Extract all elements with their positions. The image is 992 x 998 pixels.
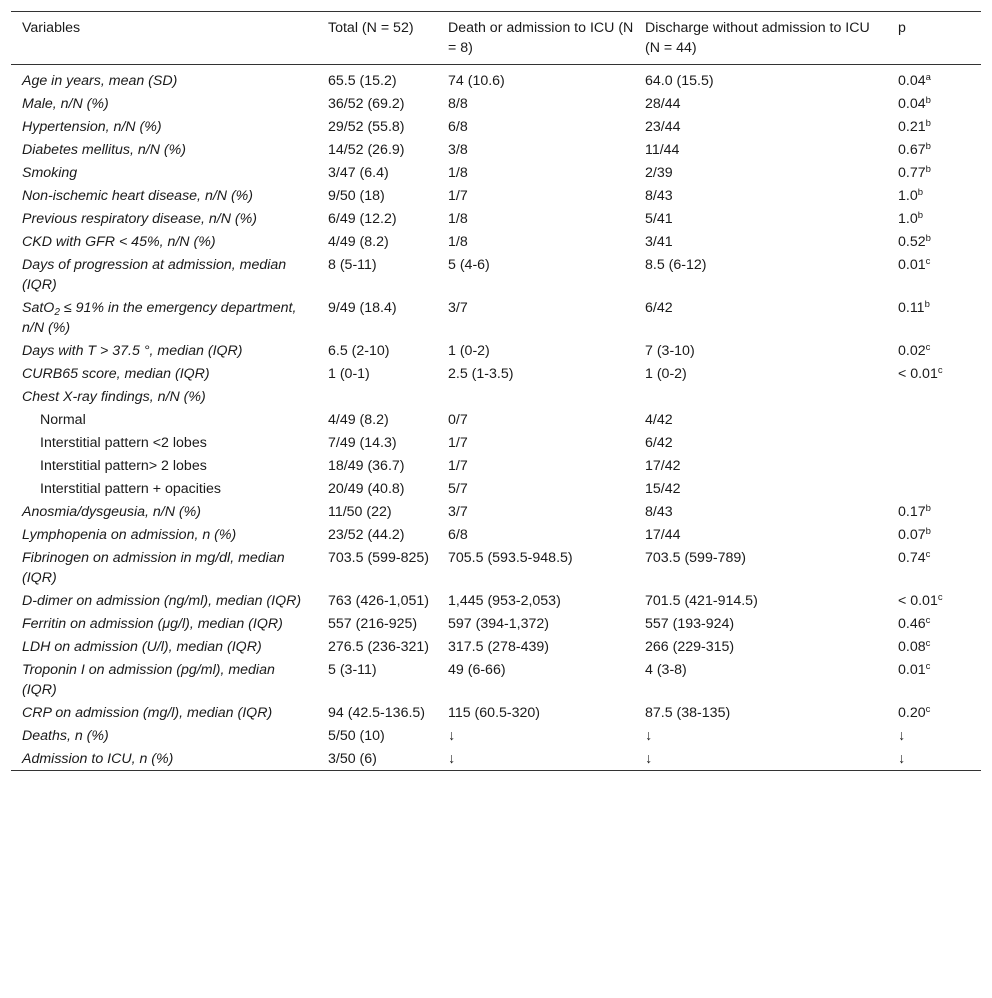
death-icu-cell: 3/7 [448,300,468,316]
table-row [11,612,981,635]
p-value-cell [887,296,981,339]
death-icu-cell: 6/8 [448,119,468,135]
variable-cell: Days of progression at admission, median (IQR) [22,257,287,293]
variable-cell: Previous respiratory disease, n/N (%) [22,211,257,227]
variable-cell: Anosmia/dysgeusia, n/N (%) [22,504,201,520]
p-value-cell [887,115,981,138]
total-cell: 703.5 (599-825) [328,550,429,566]
table-row [11,724,981,747]
p-value: 1.0 [898,188,918,204]
p-value-cell [887,431,981,454]
p-value-cell [887,230,981,253]
death-icu-cell: 1/7 [448,435,468,451]
variable-cell: D-dimer on admission (ng/ml), median (IQR) [22,593,302,609]
discharge-cell: 1 (0-2) [645,366,687,382]
subscript: 2 [54,307,60,318]
variable-text: ≤ 91% in the emergency department, n/N (%) [22,300,297,336]
p-footnote-marker: c [925,256,931,267]
death-icu-cell [437,385,634,408]
header-discharge: Discharge without admission to ICU (N = 44) [645,20,870,56]
discharge-cell: 3/41 [645,234,673,250]
p-value-cell [887,589,981,612]
p-footnote-marker: c [925,661,931,672]
variable-cell: Male, n/N (%) [22,96,109,112]
discharge-cell: 8.5 (6-12) [645,257,707,273]
variable-cell: Fibrinogen on admission in mg/dl, median (IQR) [22,550,285,586]
p-value-cell [887,500,981,523]
total-cell: 11/50 (22) [328,504,392,520]
variable-cell: LDH on admission (U/l), median (IQR) [22,639,262,655]
p-value: 0.20 [898,705,926,721]
table-row [11,339,981,362]
discharge-cell: 15/42 [645,481,681,497]
p-value: ↓ [898,751,906,767]
death-icu-cell: 705.5 (593.5-948.5) [448,550,573,566]
p-value-cell [887,477,981,500]
discharge-cell: ↓ [645,751,653,767]
p-value-cell [887,635,981,658]
p-footnote-marker: c [925,342,931,353]
discharge-cell: 23/44 [645,119,681,135]
total-cell: 6/49 (12.2) [328,211,397,227]
total-cell: 763 (426-1,051) [328,593,429,609]
header-p-value: p [898,20,906,36]
p-value-cell [887,612,981,635]
p-value-cell [887,546,981,589]
discharge-cell: 6/42 [645,435,673,451]
header-total: Total (N = 52) [328,20,414,36]
total-cell: 276.5 (236-321) [328,639,429,655]
p-footnote-marker: a [925,72,931,83]
discharge-cell: 28/44 [645,96,681,112]
table-row [11,161,981,184]
discharge-cell: 557 (193-924) [645,616,735,632]
death-icu-cell: 317.5 (278-439) [448,639,549,655]
variable-cell: Interstitial pattern> 2 lobes [40,458,207,474]
p-value: 0.01 [898,257,926,273]
p-footnote-marker: b [925,233,931,244]
discharge-cell: 64.0 (15.5) [645,73,714,89]
p-footnote-marker: c [925,615,931,626]
death-icu-cell: 1/8 [448,211,468,227]
table-row [11,65,981,93]
discharge-cell: 8/43 [645,188,673,204]
table-row [11,115,981,138]
discharge-cell: 4 (3-8) [645,662,687,678]
p-value: 0.67 [898,142,926,158]
total-cell: 20/49 (40.8) [328,481,405,497]
p-footnote-marker: b [925,526,931,537]
table-row [11,454,981,477]
p-value-cell [887,138,981,161]
variable-cell: CURB65 score, median (IQR) [22,366,210,382]
total-cell: 7/49 (14.3) [328,435,397,451]
table-row [11,362,981,385]
table-row [11,253,981,296]
p-footnote-marker: b [925,118,931,129]
death-icu-cell: ↓ [448,728,456,744]
variable-cell: Lymphopenia on admission, n (%) [22,527,237,543]
total-cell: 9/50 (18) [328,188,385,204]
variable-cell: Diabetes mellitus, n/N (%) [22,142,186,158]
death-icu-cell: 3/8 [448,142,468,158]
variable-cell: Interstitial pattern + opacities [40,481,221,497]
variable-cell: Deaths, n (%) [22,728,109,744]
death-icu-cell: 5 (4-6) [448,257,490,273]
p-footnote-marker: c [937,365,943,376]
variable-cell: Ferritin on admission (μg/l), median (IQR) [22,616,283,632]
total-cell: 65.5 (15.2) [328,73,397,89]
results-table [11,11,981,771]
p-value: 0.11 [898,300,925,316]
death-icu-cell: 597 (394-1,372) [448,616,549,632]
p-value-cell [887,747,981,771]
total-cell: 8 (5-11) [328,257,377,273]
p-value-cell [887,339,981,362]
variable-cell: Non-ischemic heart disease, n/N (%) [22,188,254,204]
variable-cell: CRP on admission (mg/l), median (IQR) [22,705,273,721]
p-value-cell [887,161,981,184]
p-footnote-marker: c [937,592,943,603]
variable-cell [11,296,317,339]
variable-cell: Troponin I on admission (pg/ml), median (IQR) [22,662,275,698]
p-value-cell [887,523,981,546]
death-icu-cell: 1/7 [448,458,468,474]
death-icu-cell: ↓ [448,751,456,767]
p-value: 0.17 [898,504,926,520]
variable-cell: Smoking [22,165,78,181]
discharge-cell: 17/44 [645,527,681,543]
p-value: < 0.01 [898,366,938,382]
total-cell: 9/49 (18.4) [328,300,397,316]
total-cell: 3/47 (6.4) [328,165,389,181]
death-icu-cell: 3/7 [448,504,468,520]
total-cell: 1 (0-1) [328,366,370,382]
death-icu-cell: 49 (6-66) [448,662,506,678]
total-cell: 18/49 (36.7) [328,458,405,474]
table-row [11,230,981,253]
discharge-cell: 2/39 [645,165,673,181]
total-cell: 29/52 (55.8) [328,119,405,135]
death-icu-cell: 1,445 (953-2,053) [448,593,561,609]
table-row [11,635,981,658]
table-row [11,500,981,523]
p-footnote-marker: b [925,164,931,175]
discharge-cell: 266 (229-315) [645,639,735,655]
p-value: 0.02 [898,343,926,359]
header-row [11,12,981,65]
p-value-cell [887,701,981,724]
header-variables: Variables [22,20,81,36]
variable-cell: Days with T > 37.5 °, median (IQR) [22,343,243,359]
p-footnote-marker: b [917,187,924,198]
p-value-cell [887,184,981,207]
p-footnote-marker: c [925,704,931,715]
p-value-cell [887,207,981,230]
death-icu-cell: 1/8 [448,165,468,181]
table-row [11,747,981,771]
discharge-cell: 5/41 [645,211,673,227]
p-footnote-marker: b [925,503,931,514]
p-value-cell [887,253,981,296]
total-cell: 36/52 (69.2) [328,96,405,112]
discharge-cell: 87.5 (38-135) [645,705,731,721]
p-value-cell [887,65,981,93]
p-value-cell [887,408,981,431]
p-value-cell [887,385,981,408]
table-row [11,184,981,207]
p-value: 0.46 [898,616,926,632]
p-footnote-marker: b [924,299,930,310]
table-row [11,207,981,230]
total-cell: 3/50 (6) [328,751,377,767]
death-icu-cell: 115 (60.5-320) [448,705,541,721]
variable-cell: CKD with GFR < 45%, n/N (%) [22,234,216,250]
table-row [11,385,981,408]
discharge-cell: 703.5 (599-789) [645,550,746,566]
table-row [11,92,981,115]
variable-text: SatO [22,300,55,316]
p-value-cell [887,362,981,385]
p-value: 0.77 [898,165,926,181]
discharge-cell [634,385,887,408]
p-value: 0.07 [898,527,926,543]
discharge-cell: 17/42 [645,458,681,474]
variable-cell: Normal [40,412,86,428]
p-value: 0.74 [898,550,926,566]
discharge-cell: 6/42 [645,300,673,316]
p-value: ↓ [898,728,906,744]
death-icu-cell: 1/8 [448,234,468,250]
death-icu-cell: 0/7 [448,412,468,428]
p-footnote-marker: c [925,638,931,649]
table-row [11,658,981,701]
p-value-cell [887,724,981,747]
total-cell: 557 (216-925) [328,616,418,632]
death-icu-cell: 5/7 [448,481,468,497]
total-cell: 14/52 (26.9) [328,142,405,158]
discharge-cell: 701.5 (421-914.5) [645,593,758,609]
variable-cell: Age in years, mean (SD) [22,73,178,89]
total-cell: 6.5 (2-10) [328,343,390,359]
table-row [11,523,981,546]
p-value-cell [887,454,981,477]
total-cell [317,385,437,408]
discharge-cell: 8/43 [645,504,673,520]
total-cell: 5/50 (10) [328,728,385,744]
total-cell: 23/52 (44.2) [328,527,405,543]
variable-cell: Interstitial pattern <2 lobes [40,435,207,451]
discharge-cell: ↓ [645,728,653,744]
table-row [11,138,981,161]
p-footnote-marker: c [925,549,931,560]
table-row [11,701,981,724]
discharge-cell: 4/42 [645,412,673,428]
p-value: < 0.01 [898,593,938,609]
p-footnote-marker: b [917,210,924,221]
variable-cell: Chest X-ray findings, n/N (%) [22,389,206,405]
p-value: 0.52 [898,234,926,250]
total-cell: 4/49 (8.2) [328,234,389,250]
p-value: 0.04 [898,96,926,112]
p-value: 0.21 [898,119,926,135]
p-value: 1.0 [898,211,918,227]
table-row [11,431,981,454]
variable-cell: Hypertension, n/N (%) [22,119,162,135]
death-icu-cell: 1/7 [448,188,468,204]
death-icu-cell: 2.5 (1-3.5) [448,366,514,382]
table-row [11,477,981,500]
total-cell: 94 (42.5-136.5) [328,705,426,721]
discharge-cell: 7 (3-10) [645,343,695,359]
variable-cell: Admission to ICU, n (%) [22,751,174,767]
death-icu-cell: 1 (0-2) [448,343,490,359]
p-value-cell [887,92,981,115]
death-icu-cell: 6/8 [448,527,468,543]
p-footnote-marker: b [925,95,931,106]
table-row [11,546,981,589]
table-row [11,408,981,431]
death-icu-cell: 74 (10.6) [448,73,505,89]
total-cell: 4/49 (8.2) [328,412,389,428]
table-row [11,296,981,339]
discharge-cell: 11/44 [645,142,680,158]
table-body [11,65,981,771]
total-cell: 5 (3-11) [328,662,377,678]
p-value: 0.08 [898,639,926,655]
header-death-icu: Death or admission to ICU (N = 8) [448,20,634,56]
death-icu-cell: 8/8 [448,96,468,112]
p-value: 0.01 [898,662,926,678]
table-row [11,589,981,612]
p-value: 0.04 [898,73,926,89]
p-value-cell [887,658,981,701]
p-footnote-marker: b [925,141,931,152]
table-header [11,12,981,65]
